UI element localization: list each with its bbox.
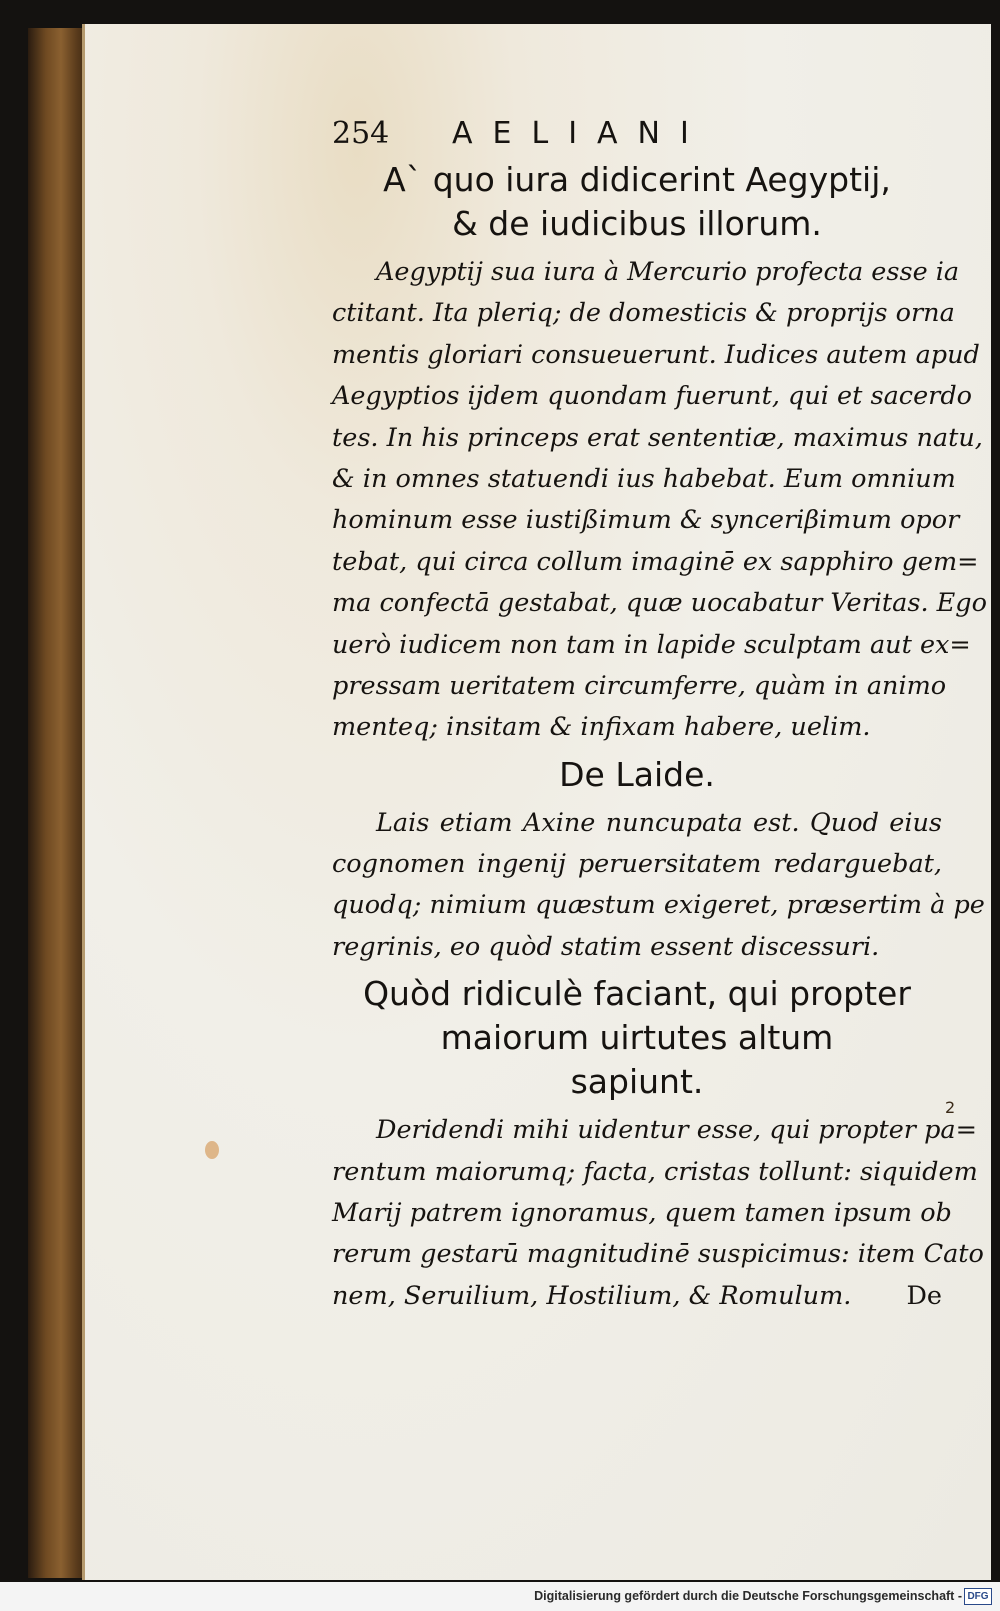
dfg-logo-icon: DFG bbox=[964, 1588, 992, 1605]
text-line: menteq; insitam & infixam habere, uelim. bbox=[332, 712, 871, 743]
section-title bbox=[332, 972, 942, 1104]
text-line: Lais etiam Axine nuncupata est. Quod eius bbox=[376, 807, 942, 838]
text-line: quodq; nimium quæstum exigeret, præsertim à pe bbox=[332, 890, 985, 921]
running-head bbox=[332, 114, 942, 154]
section-title-line: maiorum uirtutes altum bbox=[440, 1018, 834, 1058]
text-line: ctitant. Ita pleriq; de domesticis & proprijs orna bbox=[332, 298, 955, 329]
section-title-line: sapiunt. bbox=[570, 1062, 704, 1102]
text-line: uerò iudicem non tam in lapide sculptam aut ex= bbox=[332, 629, 971, 660]
text-line: cognomen ingenij peruersitatem redarguebat, bbox=[332, 849, 942, 880]
text-line: Deridendi mihi uidentur esse, qui propter pa= bbox=[376, 1115, 977, 1146]
text-line: regrinis, eo quòd statim essent discessuri. bbox=[332, 931, 880, 962]
section-title-line: & de iudicibus illorum. bbox=[452, 204, 822, 243]
text-line bbox=[332, 1276, 942, 1317]
margin-note: 2 bbox=[945, 1098, 956, 1117]
text-line: & in omnes statuendi ius habebat. Eum omnium bbox=[332, 463, 956, 494]
text-line: Aegyptij sua iura à Mercurio profecta esse ia bbox=[376, 257, 960, 287]
section-title bbox=[332, 158, 942, 246]
paper-stain bbox=[205, 1141, 219, 1159]
catchword: De bbox=[906, 1280, 942, 1311]
section-title-line: De Laide. bbox=[559, 754, 715, 794]
text-line: hominum esse iustißimum & synceriβimum opor bbox=[332, 505, 960, 536]
section-body bbox=[332, 803, 985, 969]
text-line: tes. In his princeps erat sententiæ, maximus natu, bbox=[332, 422, 983, 453]
page-number: 254 bbox=[332, 116, 390, 151]
page-text-block bbox=[332, 114, 987, 1317]
funding-credit: Digitalisierung gefördert durch die Deutsche Forschungsgemeinschaft - bbox=[534, 1589, 962, 1603]
section-body bbox=[332, 1110, 984, 1317]
text-line: Marij patrem ignoramus, quem tamen ipsum ob bbox=[332, 1198, 952, 1229]
text-line-content: nem, Seruilium, Hostilium, & Romulum. bbox=[332, 1280, 852, 1311]
section-title bbox=[332, 753, 942, 797]
text-line: mentis gloriari consueuerunt. Iudices autem apud bbox=[332, 339, 980, 370]
section-title-line: Quòd ridiculè faciant, qui propter bbox=[363, 974, 911, 1014]
text-line: ma confectā gestabat, quæ uocabatur Veritas. Ego bbox=[332, 588, 987, 619]
text-line: rentum maiorumq; facta, cristas tollunt: siquidem bbox=[332, 1156, 978, 1187]
running-headword: AELIANI bbox=[452, 116, 709, 151]
text-line: rerum gestarū magnitudinē suspicimus: item Cato bbox=[332, 1239, 984, 1270]
section-body bbox=[332, 252, 987, 749]
section-title-line: A` quo iura didicerint Aegyptij, bbox=[383, 160, 891, 199]
text-line: tebat, qui circa collum imaginē ex sapphiro gem= bbox=[332, 546, 979, 577]
text-line: Aegyptios ijdem quondam fuerunt, qui et sacerdo bbox=[332, 381, 973, 412]
book-spine bbox=[28, 28, 88, 1578]
text-line: pressam ueritatem circumferre, quàm in animo bbox=[332, 670, 947, 701]
